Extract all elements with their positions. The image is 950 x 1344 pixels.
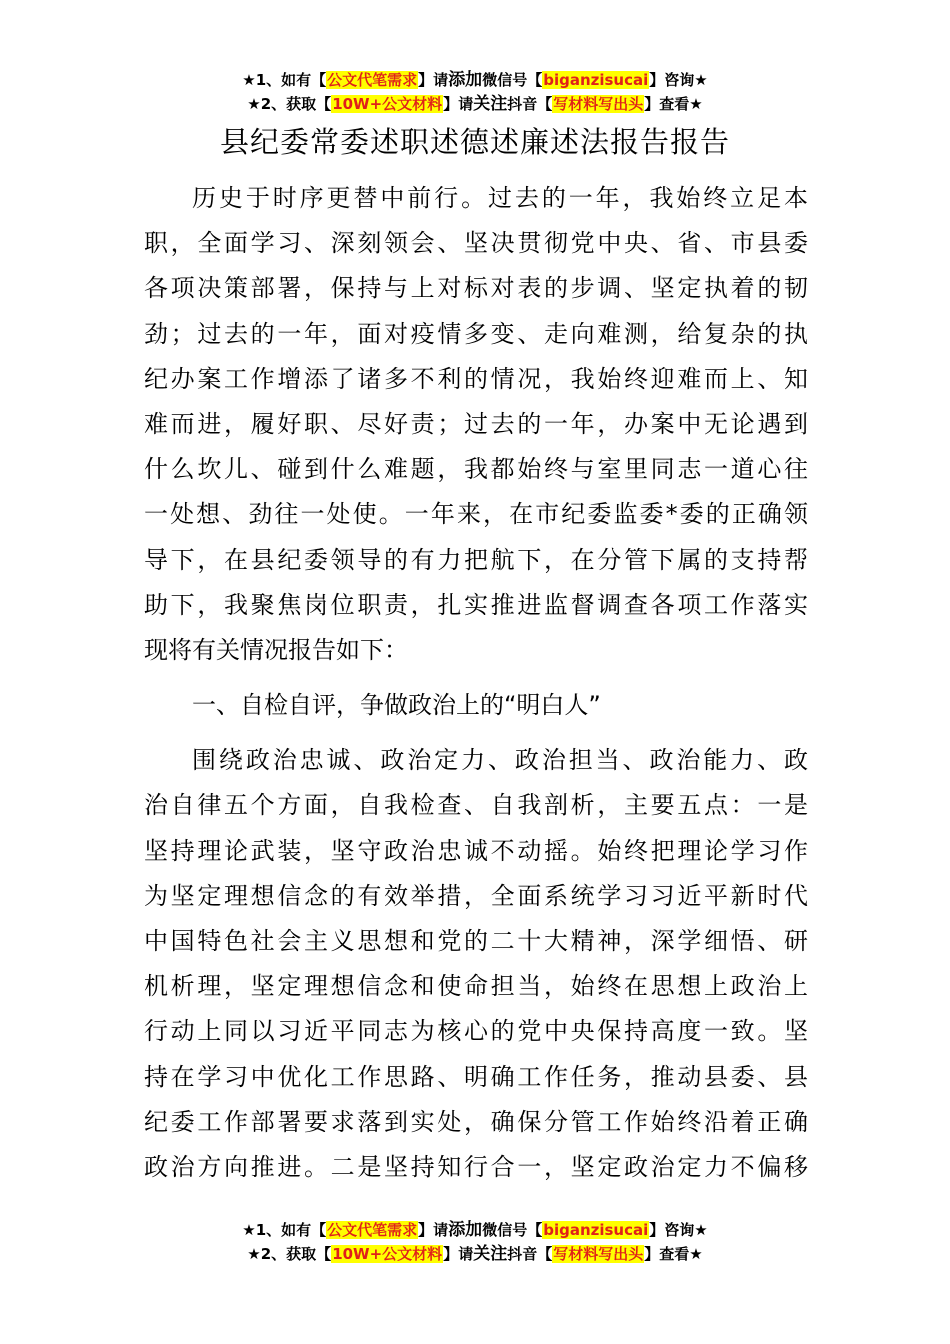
banner-text: 微信号【 [482, 71, 543, 89]
text-line: 劲；过去的一年，面对疫情多变、走向难测，给复杂的执 [144, 319, 808, 348]
text-line: 围绕政治忠诚、政治定力、政治担当、政治能力、政 [192, 746, 808, 775]
highlight-text: 公文代笔需求 [327, 1221, 418, 1239]
banner-text: 】请 [443, 1245, 474, 1263]
banner-text: 】请 [443, 95, 474, 113]
text-line: 治自律五个方面，自我检查、自我剖析，主要五点：一是 [144, 791, 808, 820]
text-line: 纪办案工作增添了诸多不利的情况，我始终迎难而上、知 [144, 364, 808, 393]
banner-emphasis: 添加 [448, 1220, 483, 1240]
text-line: 行动上同以习近平同志为核心的党中央保持高度一致。坚 [144, 1017, 808, 1046]
section-heading-1: 一、自检自评，争做政治上的“明白人” [192, 691, 601, 720]
highlight-text: 10W+公文材料 [332, 1245, 443, 1263]
banner-line-2 [0, 1242, 950, 1266]
text-line: 坚持理论武装，坚守政治忠诚不动摇。始终把理论学习作 [144, 836, 808, 865]
text-line: 现将有关情况报告如下： [144, 635, 408, 664]
banner-text: 】查看★ [644, 1245, 703, 1263]
highlight-text: 公文代笔需求 [327, 71, 418, 89]
top-banner [0, 68, 950, 116]
document-title: 县纪委常委述职述德述廉述法报告报告 [219, 125, 730, 159]
paragraph-gap [144, 673, 808, 683]
banner-line-1 [0, 1218, 950, 1242]
banner-text: 】咨询★ [649, 1221, 708, 1239]
banner-text: 抖音【 [507, 95, 553, 113]
banner-text: 】请 [418, 71, 449, 89]
banner-text: 微信号【 [482, 1221, 543, 1239]
text-line: 难而进，履好职、尽好责；过去的一年，办案中无论遇到 [144, 409, 808, 438]
banner-text: ★2、获取【 [247, 1245, 332, 1263]
text-line: 纪委工作部署要求落到实处，确保分管工作始终沿着正确 [144, 1107, 808, 1136]
banner-line-1 [0, 68, 950, 92]
banner-text: ★2、获取【 [247, 95, 332, 113]
wechat-id-highlight: biganzisucai [543, 71, 649, 89]
highlight-text: 10W+公文材料 [332, 95, 443, 113]
text-line: 助下，我聚焦岗位职责，扎实推进监督调查各项工作落实 [144, 590, 808, 619]
banner-emphasis: 关注 [473, 1244, 508, 1264]
text-line: 持在学习中优化工作思路、明确工作任务，推动县委、县 [144, 1062, 808, 1091]
paragraph-2 [144, 738, 808, 1190]
banner-emphasis: 关注 [473, 94, 508, 114]
douyin-id-highlight: 写材料写出头 [553, 95, 644, 113]
text-line: 一处想、劲往一处使。一年来，在市纪委监委*委的正确领 [144, 500, 808, 529]
text-line: 为坚定理想信念的有效举措，全面系统学习习近平新时代 [144, 881, 808, 910]
banner-text: 】咨询★ [649, 71, 708, 89]
text-line: 历史于时序更替中前行。过去的一年，我始终立足本 [192, 184, 808, 212]
text-line: 机析理，坚定理想信念和使命担当，始终在思想上政治上 [144, 972, 808, 1001]
banner-text: 】查看★ [644, 95, 703, 113]
wechat-id-highlight: biganzisucai [543, 1221, 649, 1239]
text-line: 什么坎儿、碰到什么难题，我都始终与室里同志一道心往 [144, 455, 808, 484]
text-line: 导下，在县纪委领导的有力把航下，在分管下属的支持帮 [144, 545, 808, 574]
text-line: 政治方向推进。二是坚持知行合一，坚定政治定力不偏移 [144, 1152, 808, 1181]
paragraph-1 [144, 176, 808, 673]
banner-text: 】请 [418, 1221, 449, 1239]
banner-emphasis: 添加 [448, 70, 483, 90]
text-line: 中国特色社会主义思想和党的二十大精神，深学细悟、研 [144, 927, 808, 955]
douyin-id-highlight: 写材料写出头 [553, 1245, 644, 1263]
banner-text: ★1、如有【 [242, 71, 327, 89]
banner-line-2 [0, 92, 950, 116]
banner-text: ★1、如有【 [242, 1221, 327, 1239]
text-line: 各项决策部署，保持与上对标对表的步调、坚定执着的韧 [144, 274, 808, 303]
text-line: 职，全面学习、深刻领会、坚决贯彻党中央、省、市县委 [144, 229, 808, 258]
banner-text: 抖音【 [507, 1245, 553, 1263]
bottom-banner [0, 1218, 950, 1266]
paragraph-gap [144, 728, 808, 738]
document-body [144, 176, 808, 1190]
